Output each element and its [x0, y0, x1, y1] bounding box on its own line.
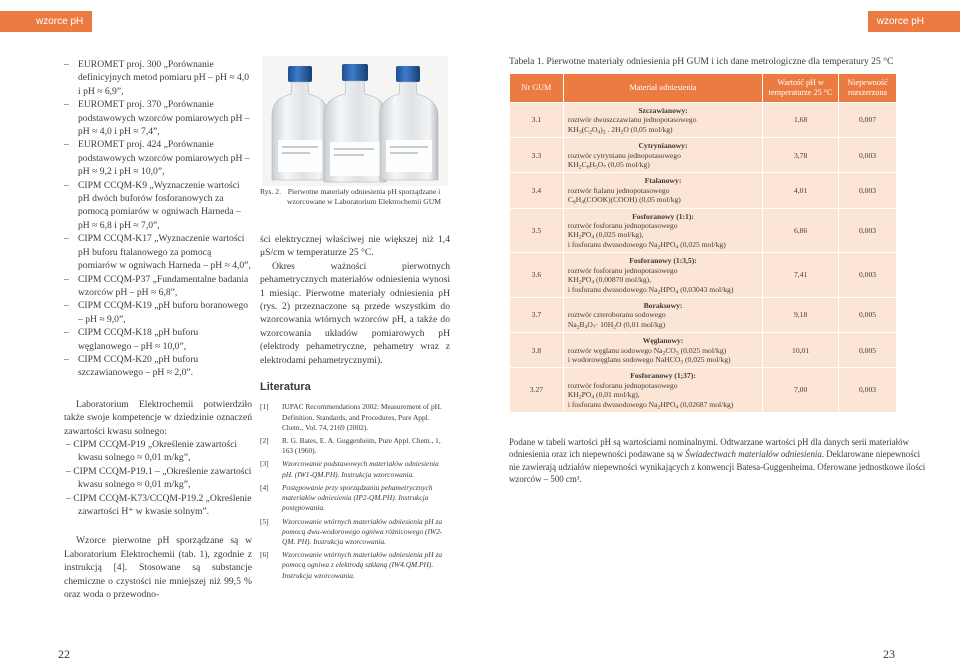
figure-label: Rys. 2. — [260, 187, 282, 196]
list-item: – CIPM CCQM-K9 „Wyznaczenie wartości pH dwóch buforów fosforanowych za pomocą pomiarów w ogniwach Harneda – pH ≈ 6,8 i pH ≈ 7,0”, — [64, 179, 241, 231]
reference-list — [260, 402, 450, 580]
list-item: – CIPM CCQM-P37 „Fundamentalne badania wzorców pH – pH ≈ 6,8”, — [64, 273, 249, 298]
reference-item: [1] IUPAC Recommendations 2002: Measurement of pH. Definition, Standards, and Procedures, Pure Appl. Chem., Vol. 74, 2169 (2002). — [260, 402, 442, 432]
table-row: 3.3 Cytrynianowy: roztwór cytrynianu jednopotasowego $KH_2C_6H_5O_7$ (0,05 mol/kg) 3,78 0,003 — [510, 138, 897, 173]
header-uncertainty: Niepewność rozszerzona — [839, 74, 897, 103]
table-note: Podane w tabeli wartości pH są wartościami nominalnymi. Odtwarzane wartości pH dla danych serii materiałów odniesienia oraz ich niepewności podawane są w Świadectwach materiałów odniesienia. Deklarowane niepewności nie zawierają udziałów niepewności wynikających z konwencji Batesa-Guggenheima. Oferowane jednostkowe ilości wzorców – 500 cm³. — [509, 437, 926, 485]
reference-item: [3] Wzorcowanie podstawowych materiałów odniesienia pH. (IW1-QM.PH). Instrukcja wzorcowania. — [260, 459, 439, 479]
continuation-paragraph: ści elektrycznej właściwej nie większej niż 1,4 μS/cm w temperaturze 25 °C. — [260, 234, 450, 259]
closing-paragraph: Wzorce pierwotne pH sporządzane są w Laboratorium Elektrochemii (tab. 1), zgodnie z instrukcją [4]. Stosowane są substancje chemiczne o czystości nie mniejszej niż 99,5 % oraz woda o przewodno- — [64, 535, 252, 601]
bottles-photo — [262, 56, 448, 186]
header-material: Materiał odniesienia — [563, 74, 762, 103]
table-row: 3.7 Boraksowy: roztwór czteroboranu sodowego $Na_2B_4O_7\cdot 10H_2O$ (0,01 mol/kg) 9,18 0,005 — [510, 297, 897, 332]
header-value: Wartość pH w temperaturze 25 °C — [763, 74, 839, 103]
running-header-right: wzorce pH — [868, 11, 960, 32]
list-item: – CIPM CCQM-K19 „pH buforu boranowego – pH ≈ 9,0”, — [64, 300, 249, 325]
competence-item: – CIPM CCQM-K73/CCQM-P19.2 „Określenie zawartości H⁺ w kwasie solnym”. — [66, 492, 252, 517]
reference-item: [5] Wzorcowanie wtórnych materiałów odniesienia pH za pomocą dwu-wodorowego ogniwa różnicowego (IW2-QM. PH). Instrukcja wzorcowania. — [260, 516, 443, 546]
left-column — [64, 58, 252, 601]
competence-item: – CIPM CCQM-P19 „Określenie zawartości kwasu solnego ≈ 0,01 m/kg”, — [66, 438, 238, 464]
competence-paragraph: Laboratorium Elektrochemii potwierdziło także swoje kompetencje w dziedzinie oznaczeń zawartości kwasu solnego: — [64, 398, 252, 437]
page-number-left: 22 — [58, 647, 70, 660]
table-caption: Tabela 1. Pierwotne materiały odniesienia pH GUM i ich dane metrologiczne dla temperatury 25 °C — [509, 56, 894, 67]
reference-item: [6] Wzorcowanie wtórnych materiałów odniesienia pH za pomocą ogniwa z elektrodą szklaną (IW4.QM.PH). Instrukcja wzorcowania. — [260, 550, 443, 580]
list-item: – CIPM CCQM-K18 „pH buforu węglanowego – pH ≈ 10,0”, — [64, 327, 199, 352]
table-row: 3.5 Fosforanowy (1:1): roztwór fosforanu jednopotasowego $KH_2PO_4$ (0,025 mol/kg), i fosforanu dwusodowego $Na_2HPO_4$ (0,025 mol/kg) 6,86 0,003 — [510, 208, 897, 253]
validity-paragraph: Okres ważności pierwotnych pehametrycznych materiałów odniesienia wynosi 1 miesiąc. Pierwotne materiały odniesienia pH (rys. 2) przeznaczone są przede wszystkim do wzorcowania wtórnych wzorców pH, a także do wzorcowania układów pomiarowych pH (elektrody pehametryczne, pehametry wraz z elektrodami pehametrycznymi). — [260, 260, 450, 366]
table-row: 3.8 Węglanowy: roztwór węglanu sodowego $Na_2CO_3$ (0,025 mol/kg) i wodorowęglanu sodowego NaHCO$_3$ (0,025 mol/kg) 10,01 0,005 — [510, 333, 897, 368]
reference-item: [4] Postępowanie przy sporządzaniu pehametrycznych materiałów odniesienia (IP2-QM.PH). Instrukcja postępowania. — [260, 482, 433, 513]
list-item: – CIPM CCQM-K17 „Wyznaczenie wartości pH buforu ftalanowego za pomocą pomiarów w ogniwach Harneda – pH ≈ 4,0”, — [64, 233, 251, 272]
list-item: – CIPM CCQM-K20 „pH buforu szczawianowego – pH ≈ 2,0”. — [64, 353, 199, 379]
figure-caption — [260, 187, 450, 208]
middle-column — [260, 233, 450, 584]
page-number-right: 23 — [883, 647, 895, 660]
list-item: – EUROMET proj. 300 „Porównanie definicyjnych metod pomiaru pH – pH ≈ 4,0 i pH ≈ 6,9”, — [64, 59, 249, 97]
competence-item: – CIPM CCQM-P19.1 – „Określenie zawartości kwasu solnego ≈ 0,01 m/kg”, — [66, 465, 252, 491]
table-row: 3.1 Szczawianowy: roztwór dwuszczawianu jednopotasowego $KH_3(C_2O_4)_2$ . $2H_2O$ (0,05 mol/kg) 1,68 0,007 — [510, 103, 897, 138]
table-header-row — [510, 74, 897, 103]
table-row: 3.6 Fosforanowy (1:3,5): roztwór fosforanu jednopotasowego $KH_2PO_4$ (0,00870 mol/kg), i fosforanu dwusodowego $Na_2HPO_4$ (0,03043 mol/kg) 7,41 0,003 — [510, 253, 897, 298]
reference-item: [2] R. G. Bates, E. A. Guggenheim, Pure Appl. Chem., 1, 163 (1960). — [260, 436, 441, 456]
table-row: 3.27 Fosforanowy (1;37): roztwór fosforanu jednopotasowego $KH_2PO_4$ (0,01 mol/kg), i fosforanu dwusodowego $Na_2HPO_4$ (0,02687 mol/kg) 7,00 0,003 — [510, 368, 897, 413]
list-item: – EUROMET proj. 424 „Porównanie podstawowych wzorców pomiarowych pH – pH ≈ 9,2 i pH ≈ 10,0”, — [64, 139, 250, 178]
reference-materials-table — [509, 73, 897, 413]
reference-material-bottles-image — [262, 56, 448, 186]
figure-caption-text: Pierwotne materiały odniesienia pH sporządzane i wzorcowane w Laboratorium Elektrochemii GUM — [287, 187, 441, 207]
table-row: 3.4 Ftalanowy: roztwór ftalanu jednopotasowego $C_6H_4(COOK)(COOH)$ (0,05 mol/kg) 4,01 0,003 — [510, 173, 897, 208]
literature-heading: Literatura — [260, 381, 311, 394]
header-nr: Nr GUM — [510, 74, 564, 103]
running-header-left: wzorce pH — [0, 11, 92, 32]
list-item: – EUROMET proj. 370 „Porównanie podstawowych wzorców pomiarowych pH – pH ≈ 4,0 i pH ≈ 7,4”, — [64, 99, 250, 138]
comparison-list — [64, 58, 252, 380]
